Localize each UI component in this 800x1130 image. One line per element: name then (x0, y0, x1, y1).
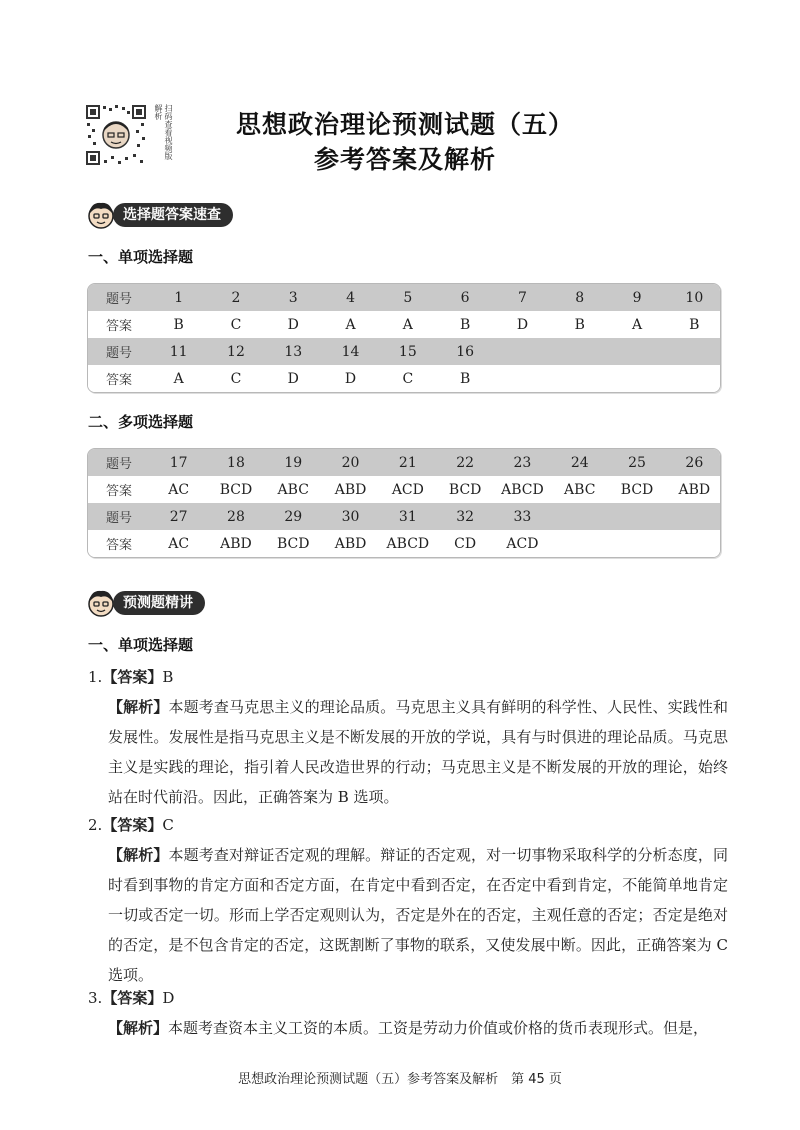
question-number-cell: 18 (227, 454, 245, 471)
question-number-cell: 4 (346, 289, 355, 306)
page-title: 思想政治理论预测试题（五） (235, 110, 574, 139)
question-number-cell: 2 (231, 289, 241, 306)
row-label: 题号 (105, 457, 132, 472)
multi-choice-answer-table (87, 448, 721, 558)
question-number-cell: 11 (169, 343, 188, 360)
question-number-cell: 13 (284, 343, 303, 360)
row-label: 题号 (105, 346, 132, 361)
answer-value: C (162, 816, 174, 834)
qr-caption: 扫码查看视频版解析 (154, 104, 173, 160)
question-number-cell: 31 (398, 508, 417, 525)
row-label: 答案 (105, 373, 132, 388)
question-number-cell: 19 (284, 454, 303, 471)
heading-single-choice-explained: 一、单项选择题 (88, 636, 194, 654)
analysis-paragraph (88, 692, 728, 812)
answer-cell: C (230, 370, 242, 387)
question-number-cell: 15 (398, 343, 417, 360)
answer-cell: AC (168, 481, 190, 498)
question-number-cell: 16 (456, 343, 475, 360)
answer-cell: ABD (220, 535, 252, 552)
answer-cell: ABD (334, 535, 367, 552)
answer-cell: ACD (391, 481, 424, 498)
answer-cell: D (516, 316, 529, 333)
table-header-row (88, 449, 720, 476)
question-number-cell: 9 (632, 289, 642, 306)
question-number-cell: 32 (456, 508, 475, 525)
section-badge-label: 预测题精讲 (113, 591, 205, 615)
question-number-cell: 17 (169, 454, 188, 471)
question-number-cell: 27 (169, 508, 188, 525)
answer-cell: BCD (219, 481, 253, 498)
question-number-cell: 5 (403, 289, 413, 306)
table-answer-row (88, 365, 720, 392)
answer-cell: B (689, 316, 700, 333)
answer-cell: ABC (564, 481, 596, 498)
page-subtitle: 参考答案及解析 (313, 145, 496, 174)
explanation-item (88, 983, 728, 1043)
table-answer-row (88, 530, 720, 557)
heading-multi-choice: 二、多项选择题 (88, 413, 194, 431)
question-number: 2. (88, 816, 103, 834)
table-header-row (88, 338, 720, 365)
answer-cell: AC (168, 535, 190, 552)
analysis-text: 本题考查对辩证否定观的理解。辩证的否定观，对一切事物采取科学的分析态度，同时看到事物的肯定方面和否定方面，在肯定中看到否定，在否定中看到肯定，不能简单地肯定一切或否定一切。形而上学否定观则认为，否定是外在的否定，主观任意的否定；否定是绝对的否定，是不包含肯定的否定，这既割断了事物的联系，又使发展中断。因此，正确答案为 C 选项。 (108, 846, 728, 984)
question-number-cell: 21 (398, 454, 417, 471)
analysis-tag: 【解析】 (108, 846, 169, 864)
cartoon-face-icon (86, 200, 116, 230)
answer-cell: B (459, 316, 471, 333)
question-number-cell: 33 (513, 508, 532, 525)
table-answer-row (88, 476, 720, 503)
answer-cell: ABC (277, 481, 309, 498)
analysis-paragraph (88, 840, 728, 990)
question-number-cell: 25 (628, 454, 646, 471)
question-number-cell: 10 (685, 289, 704, 306)
analysis-text: 本题考查马克思主义的理论品质。马克思主义具有鲜明的科学性、人民性、实践性和发展性。发展性是指马克思主义是不断发展的开放的学说，具有与时俱进的理论品质。马克思主义是实践的理论，指引着人民改造世界的行动；马克思主义是不断发展的开放的理论，始终站在时代前沿。因此，正确答案为 B 选项。 (108, 698, 728, 806)
answer-value: B (162, 668, 174, 686)
question-number-cell: 23 (513, 454, 532, 471)
answer-tag: 【答案】 (102, 816, 163, 834)
answer-cell: D (287, 370, 299, 387)
question-number-cell: 6 (460, 289, 470, 306)
answer-value: D (162, 989, 175, 1007)
question-number-cell: 3 (288, 289, 298, 306)
answer-line (88, 810, 728, 840)
answer-cell: BCD (277, 535, 310, 552)
cartoon-face-icon (86, 588, 116, 618)
row-label: 答案 (105, 538, 132, 553)
question-number-cell: 22 (456, 454, 475, 471)
answer-cell: BCD (620, 481, 654, 498)
answer-cell: ABCD (501, 481, 544, 498)
explanation-item (88, 662, 728, 812)
answer-cell: ABCD (386, 535, 430, 552)
answer-cell: A (173, 370, 184, 387)
question-number: 1. (88, 668, 103, 686)
table-header-row (88, 284, 720, 311)
question-number-cell: 26 (685, 454, 704, 471)
answer-cell: D (344, 370, 357, 387)
answer-cell: BCD (448, 481, 482, 498)
answer-cell: B (459, 370, 471, 387)
answer-cell: B (574, 316, 585, 333)
question-number-cell: 8 (575, 289, 585, 306)
single-choice-answer-table (87, 283, 721, 393)
question-number-cell: 20 (341, 454, 360, 471)
question-number-cell: 12 (227, 343, 245, 360)
analysis-paragraph (88, 1013, 728, 1043)
section-badge-label: 选择题答案速查 (113, 203, 233, 227)
answer-line (88, 662, 728, 692)
row-label: 答案 (105, 484, 132, 499)
answer-cell: C (402, 370, 414, 387)
analysis-text: 本题考查资本主义工资的本质。工资是劳动力价值或价格的货币表现形式。但是， (168, 1019, 709, 1037)
answer-cell: A (402, 316, 413, 333)
question-number-cell: 7 (517, 289, 527, 306)
answer-cell: A (345, 316, 356, 333)
answer-cell: A (631, 316, 643, 333)
question-number-cell: 24 (570, 454, 589, 471)
answer-tag: 【答案】 (102, 668, 163, 686)
row-label: 题号 (105, 292, 132, 307)
heading-single-choice: 一、单项选择题 (88, 248, 194, 266)
row-label: 题号 (105, 511, 132, 526)
answer-cell: ACD (506, 535, 539, 552)
answer-line (88, 983, 728, 1013)
answer-cell: C (230, 316, 242, 333)
table-header-row (88, 503, 720, 530)
answer-cell: ABD (678, 481, 711, 498)
answer-cell: B (173, 316, 184, 333)
row-label: 答案 (105, 319, 132, 334)
answer-cell: ABD (334, 481, 367, 498)
explanation-item (88, 810, 728, 990)
page-footer: 思想政治理论预测试题（五）参考答案及解析 第 45 页 (238, 1072, 562, 1087)
question-number-cell: 14 (341, 343, 360, 360)
question-number-cell: 30 (341, 508, 360, 525)
analysis-tag: 【解析】 (108, 1019, 169, 1037)
question-number-cell: 1 (174, 289, 184, 306)
question-number-cell: 28 (227, 508, 245, 525)
answer-tag: 【答案】 (102, 989, 163, 1007)
answer-cell: CD (454, 535, 477, 552)
question-number-cell: 29 (284, 508, 303, 525)
analysis-tag: 【解析】 (108, 698, 169, 716)
answer-cell: D (287, 316, 299, 333)
table-answer-row (88, 311, 720, 338)
question-number: 3. (88, 989, 103, 1007)
